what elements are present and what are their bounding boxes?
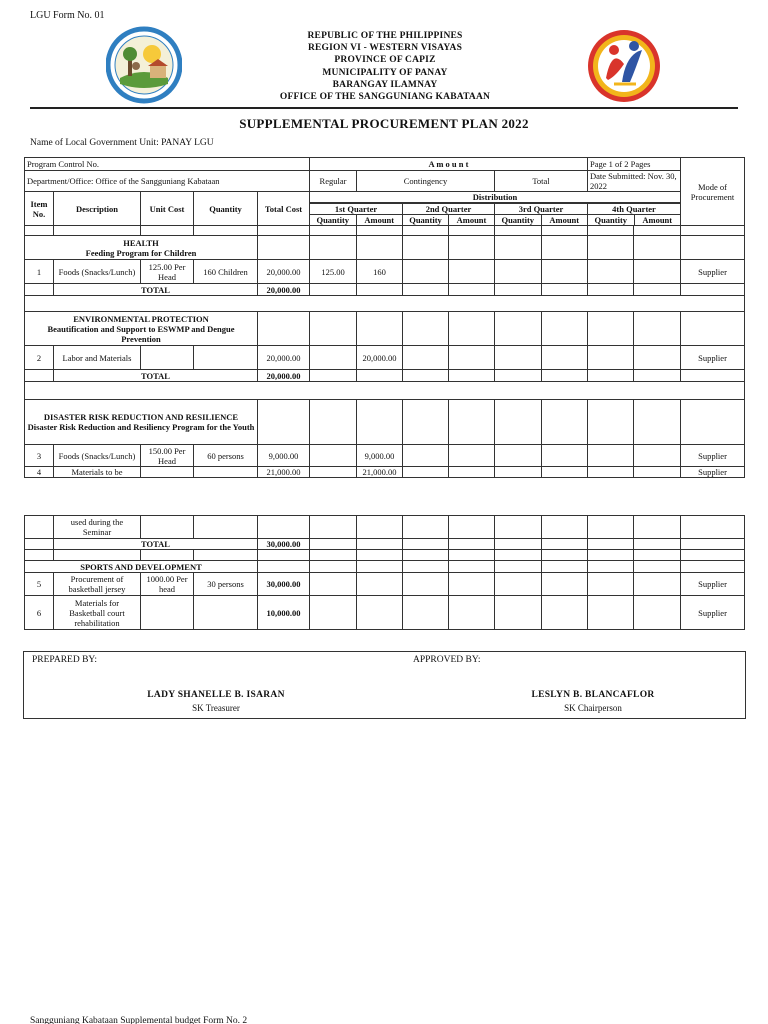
spacer-row	[25, 550, 745, 561]
quarter-4-header	[588, 204, 681, 226]
q1-amount: 9,000.00	[357, 445, 403, 467]
table-row	[25, 467, 745, 478]
item-quantity: 30 persons	[194, 573, 258, 596]
approved-by-position: SK Chairperson	[564, 703, 622, 713]
section-title: DISASTER RISK REDUCTION AND RESILIENCE	[43, 412, 239, 422]
quarter-1-subheaders	[310, 215, 402, 225]
item-number: 3	[25, 445, 54, 467]
table-header-row	[25, 171, 745, 192]
quarter-2-label: 2nd Quarter	[403, 204, 494, 215]
table-row	[25, 260, 745, 284]
header-line-republic: REPUBLIC OF THE PHILIPPINES	[307, 31, 463, 41]
item-number: 4	[25, 467, 54, 478]
item-description: Materials for Basketball court rehabilitation	[54, 596, 141, 630]
section-title: HEALTH	[123, 237, 159, 248]
item-unit-cost: 1000.00 Per head	[141, 573, 194, 596]
quarter-3-subheaders	[495, 215, 587, 225]
item-number: 1	[25, 260, 54, 284]
q4-quantity-subheader: Quantity	[588, 215, 635, 225]
total-row	[25, 284, 745, 296]
item-description: Labor and Materials	[54, 346, 141, 370]
unit-cost-header: Unit Cost	[141, 192, 194, 226]
spacer-row	[25, 296, 745, 312]
item-unit-cost: 150.00 Per Head	[141, 445, 194, 467]
signature-box	[23, 651, 746, 719]
item-description: Foods (Snacks/Lunch)	[54, 445, 141, 467]
prepared-by-name: LADY SHANELLE B. ISARAN	[147, 690, 285, 700]
q2-amount-subheader: Amount	[456, 215, 487, 225]
quarter-3-header	[495, 204, 588, 226]
q1-amount: 20,000.00	[357, 346, 403, 370]
table-row	[25, 445, 745, 467]
mode-of-procurement: Supplier	[681, 260, 745, 284]
total-value: 20,000.00	[258, 370, 310, 382]
header-line-region: REGION VI - WESTERN VISAYAS	[307, 43, 463, 54]
item-no-header: Item No.	[25, 192, 54, 226]
total-label: TOTAL	[54, 370, 258, 382]
total-label: TOTAL	[54, 539, 258, 550]
total-header: Total	[495, 171, 588, 192]
section-environment-cell	[25, 312, 258, 346]
prepared-by-label: PREPARED BY:	[32, 655, 98, 665]
section-disaster-cell	[25, 400, 258, 445]
item-number: 5	[25, 573, 54, 596]
section-health-cell	[25, 236, 258, 260]
department-cell: Department/Office: Office of the Sangguniang Kabataan	[25, 171, 310, 192]
header-line-province: PROVINCE OF CAPIZ	[334, 55, 436, 66]
document-title: SUPPLEMENTAL PROCUREMENT PLAN 2022	[239, 116, 529, 131]
item-quantity: 160 Children	[194, 260, 258, 284]
q1-amount: 160	[357, 260, 403, 284]
total-value: 30,000.00	[258, 539, 310, 550]
total-row	[25, 370, 745, 382]
q2-quantity-subheader: Quantity	[403, 215, 449, 225]
mode-of-procurement: Supplier	[681, 445, 745, 467]
item-total-cost: 20,000.00	[258, 260, 310, 284]
q4-amount-subheader: Amount	[642, 215, 673, 225]
item-unit-cost: 125.00 Per Head	[141, 260, 194, 284]
lgu-name: Name of Local Government Unit: PANAY LGU	[30, 138, 214, 148]
table-row	[25, 573, 745, 596]
amount-header: A m o u n t	[310, 158, 588, 171]
procurement-plan-table-continued	[24, 515, 745, 630]
distribution-header	[310, 192, 681, 204]
form-number: LGU Form No. 01	[30, 10, 105, 21]
item-total-cost: 10,000.00	[258, 596, 310, 630]
header-line-barangay: BARANGAY ILAMNAY	[332, 79, 438, 90]
date-submitted: Date Submitted: Nov. 30, 2022	[588, 171, 681, 192]
header-divider	[30, 107, 738, 109]
table-header-row	[25, 158, 745, 171]
section-row-disaster	[25, 400, 745, 445]
quarter-4-subheaders	[588, 215, 680, 225]
spacer-row	[25, 226, 745, 236]
footer-note: Sangguniang Kabataan Supplemental budget Form No. 2	[30, 1016, 248, 1024]
mode-of-procurement-header: Mode of Procurement	[681, 158, 745, 226]
mode-of-procurement: Supplier	[681, 573, 745, 596]
table-row	[25, 596, 745, 630]
total-row	[25, 539, 745, 550]
table-row	[25, 516, 745, 539]
item-total-cost: 20,000.00	[258, 346, 310, 370]
approved-by-name: LESLYN B. BLANCAFLOR	[531, 690, 655, 700]
total-label: TOTAL	[54, 284, 258, 296]
section-title: SPORTS AND DEVELOPMENT	[25, 561, 258, 573]
item-description: Procurement of basketball jersey	[54, 573, 141, 596]
q1-quantity-subheader: Quantity	[310, 215, 357, 225]
item-total-cost: 30,000.00	[258, 573, 310, 596]
item-number: 6	[25, 596, 54, 630]
item-description: Foods (Snacks/Lunch)	[54, 260, 141, 284]
quarter-2-subheaders	[403, 215, 494, 225]
approved-by-label: APPROVED BY:	[413, 655, 481, 665]
section-row-sports	[25, 561, 745, 573]
distribution-label: Distribution	[310, 192, 680, 203]
page-indicator: Page 1 of 2 Pages	[588, 158, 681, 171]
table-header-row	[25, 192, 745, 204]
total-value: 20,000.00	[258, 284, 310, 296]
description-header: Description	[54, 192, 141, 226]
quarter-1-header	[310, 204, 403, 226]
total-cost-header: Total Cost	[258, 192, 310, 226]
spacer-row	[25, 382, 745, 400]
regular-header: Regular	[310, 171, 357, 192]
prepared-by-position: SK Treasurer	[192, 703, 240, 713]
mode-of-procurement: Supplier	[681, 346, 745, 370]
item-description-continued: used during the Seminar	[54, 516, 141, 539]
quarter-2-header	[403, 204, 495, 226]
q3-amount-subheader: Amount	[549, 215, 580, 225]
quarter-4-label: 4th Quarter	[588, 204, 680, 215]
program-title: Beautification and Support to ESWMP and Dengue Prevention	[47, 323, 235, 344]
header-line-municipality: MUNICIPALITY OF PANAY	[322, 67, 448, 78]
contingency-header: Contingency	[357, 171, 495, 192]
section-row-environment	[25, 312, 745, 346]
barangay-seal-logo	[106, 26, 182, 104]
q1-amount: 21,000.00	[357, 467, 403, 478]
mode-of-procurement: Supplier	[681, 467, 745, 478]
government-header	[200, 30, 570, 103]
quarter-3-label: 3rd Quarter	[495, 204, 587, 215]
procurement-plan-table	[24, 157, 745, 478]
item-quantity: 60 persons	[194, 445, 258, 467]
q3-quantity-subheader: Quantity	[495, 215, 542, 225]
header-line-office: OFFICE OF THE SANGGUNIANG KABATAAN	[279, 92, 491, 103]
item-total-cost: 9,000.00	[258, 445, 310, 467]
q1-quantity: 125.00	[310, 260, 357, 284]
item-number: 2	[25, 346, 54, 370]
q1-amount-subheader: Amount	[364, 215, 395, 225]
item-description: Materials to be	[54, 467, 141, 478]
mode-of-procurement: Supplier	[681, 596, 745, 630]
section-row-health	[25, 236, 745, 260]
sangguniang-kabataan-logo	[586, 28, 662, 104]
quarter-1-label: 1st Quarter	[310, 204, 402, 215]
quantity-header: Quantity	[194, 192, 258, 226]
program-title: Disaster Risk Reduction and Resiliency Program for the Youth	[27, 422, 255, 432]
item-total-cost: 21,000.00	[258, 467, 310, 478]
section-title: ENVIRONMENTAL PROTECTION	[73, 313, 209, 324]
program-control-cell: Program Control No.	[25, 158, 310, 171]
program-title: Feeding Program for Children	[85, 247, 197, 258]
table-row	[25, 346, 745, 370]
